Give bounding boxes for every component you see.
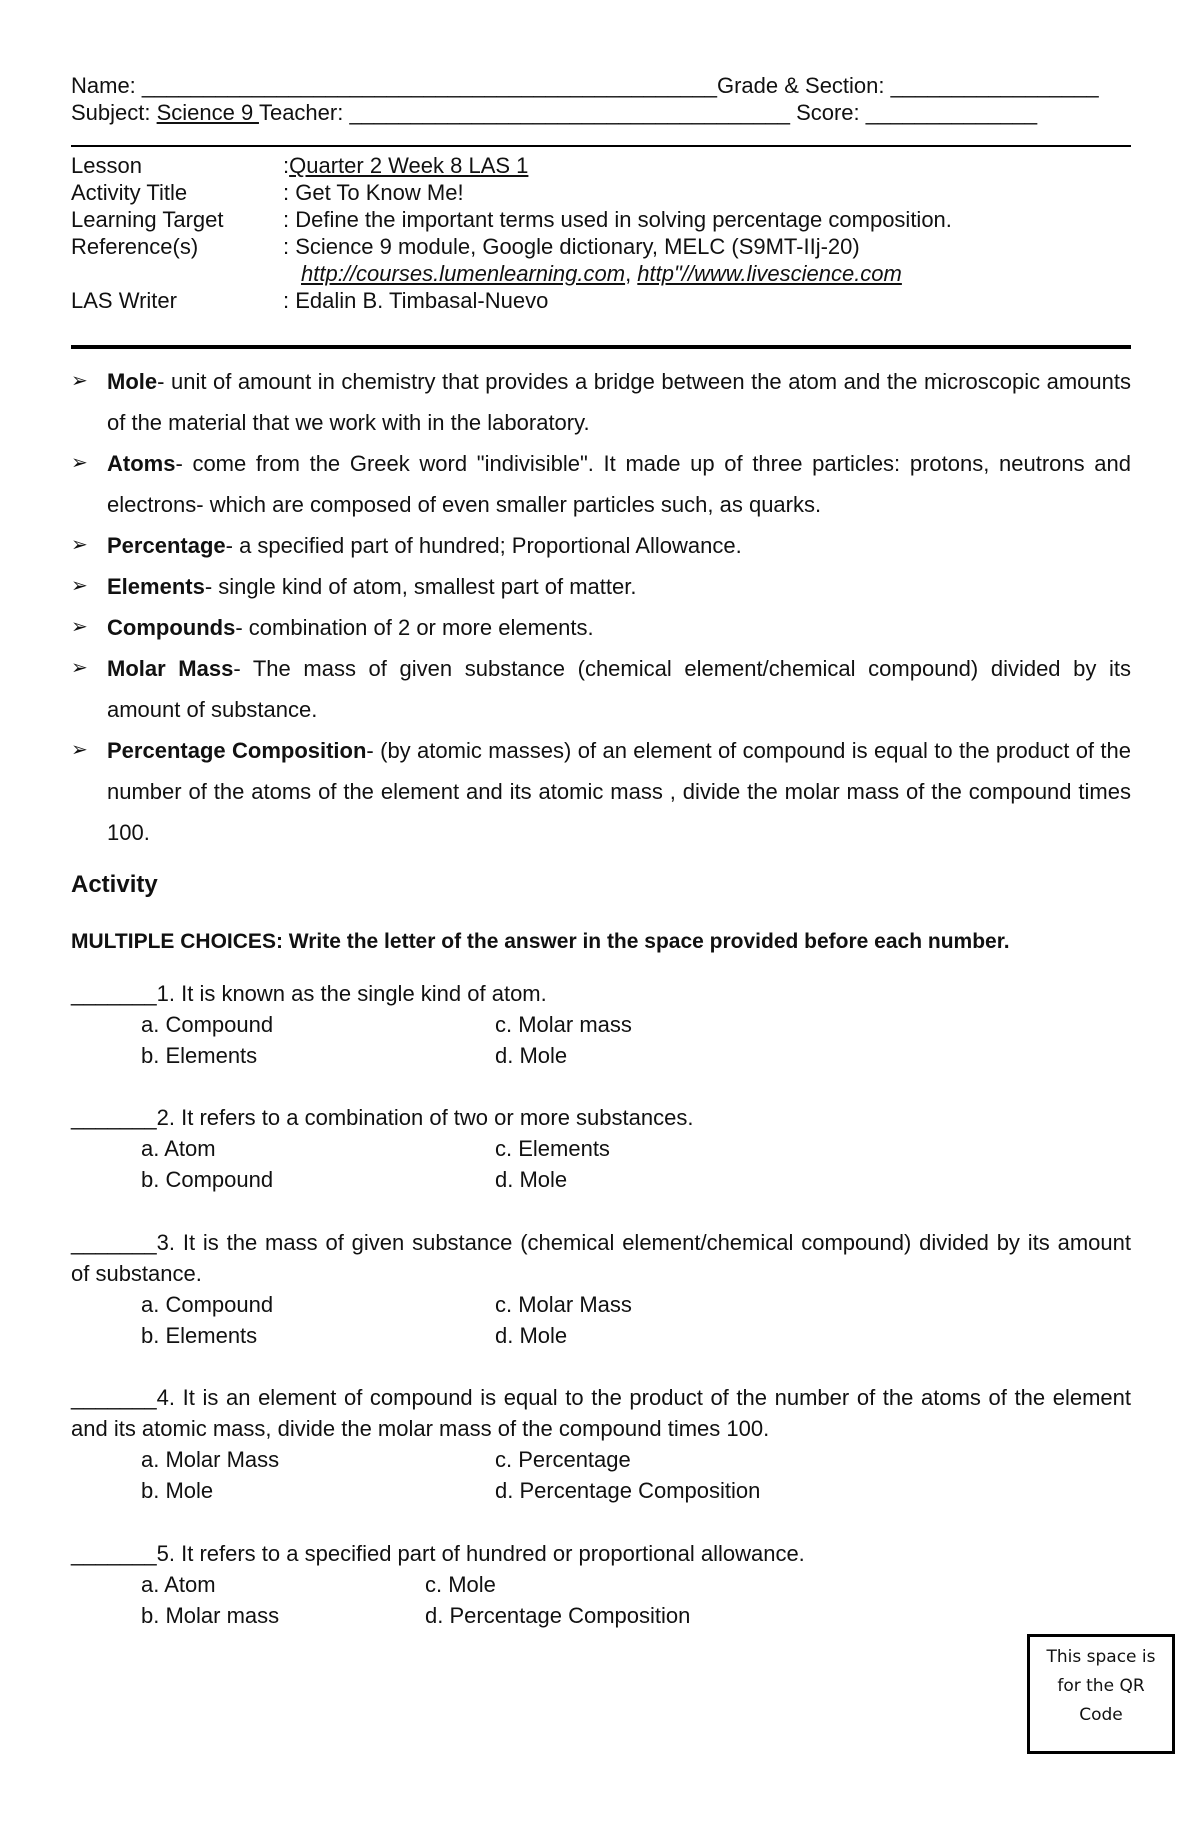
option-d: d. Percentage Composition: [495, 1478, 761, 1503]
reference-value: : Science 9 module, Google dictionary, MELC (S9MT-IIj-20): [283, 234, 860, 259]
reference-link-livescience[interactable]: http"//www.livescience.com: [637, 261, 902, 286]
arrow-bullet-icon: ➢: [71, 370, 88, 392]
option-c: c. Molar Mass: [495, 1292, 632, 1317]
question-2: [71, 1102, 1131, 1195]
grade-section-label: Grade & Section:: [716, 73, 891, 98]
arrow-bullet-icon: ➢: [71, 739, 88, 761]
definition-item: [71, 607, 1131, 648]
definition-text: - single kind of atom, smallest part of matter.: [204, 574, 637, 599]
definition-term: Molar Mass: [107, 656, 234, 681]
reference-label: Reference(s): [71, 234, 199, 259]
question-options: [141, 1133, 1131, 1195]
question-text: _______1. It is known as the single kind of atom.: [71, 981, 547, 1006]
question-text: _______3. It is the mass of given substance (chemical element/chemical compound) divided by its amount of substance.: [71, 1230, 1131, 1286]
question-1: [71, 978, 1131, 1071]
question-options: [141, 1444, 1131, 1506]
reference-row: [71, 233, 952, 260]
definition-text: - (by atomic masses) of an element of compound is equal to the product of the number of the atoms of the element and its atomic mass , divide the molar mass of the compound times 100.: [107, 738, 1131, 845]
option-a: a. Compound: [141, 1012, 274, 1037]
question-text: _______5. It refers to a specified part of hundred or proportional allowance.: [71, 1541, 805, 1566]
option-c: c. Percentage: [495, 1447, 631, 1472]
definition-item: [71, 566, 1131, 607]
question-options: [141, 1009, 1131, 1071]
lesson-row: Lesson : Quarter 2 Week 8 LAS 1: [71, 153, 529, 178]
arrow-bullet-icon: ➢: [71, 616, 88, 638]
definition-term: Percentage: [107, 533, 226, 558]
definition-item: [71, 443, 1131, 525]
arrow-bullet-icon: ➢: [71, 534, 88, 556]
definition-text: - The mass of given substance (chemical element/chemical compound) divided by its amount of substance.: [107, 656, 1132, 722]
definition-term: Elements: [107, 574, 205, 599]
lesson-value: Quarter 2 Week 8 LAS 1: [289, 153, 529, 178]
name-label: Name:: [71, 73, 142, 98]
las-writer-row: [71, 287, 952, 314]
score-label: Score:: [796, 100, 866, 125]
option-d: d. Mole: [495, 1043, 568, 1068]
question-text: _______4. It is an element of compound is equal to the product of the number of the atoms of the element and its atomic mass, divide the molar mass of the compound times 100.: [71, 1385, 1131, 1441]
learning-target-row: [71, 206, 952, 233]
option-b: b. Molar mass: [141, 1603, 280, 1628]
option-b: b. Mole: [141, 1478, 214, 1503]
definition-item: [71, 648, 1131, 730]
definition-term: Compounds: [107, 615, 236, 640]
option-c: c. Molar mass: [495, 1012, 632, 1037]
option-b: b. Elements: [141, 1323, 258, 1348]
name-blank: _______________________________________________: [141, 73, 717, 98]
definition-term: Atoms: [107, 451, 176, 476]
las-writer-value: : Edalin B. Timbasal-Nuevo: [283, 288, 549, 313]
definition-text: - a specified part of hundred; Proportional Allowance.: [225, 533, 742, 558]
subject-label: Subject:: [71, 100, 157, 125]
score-blank: ______________: [865, 100, 1038, 125]
question-5: [71, 1538, 1131, 1631]
definition-text: - unit of amount in chemistry that provides a bridge between the atom and the microscopic amounts of the material that we work with in the laboratory.: [107, 369, 1131, 435]
option-b: b. Compound: [141, 1167, 274, 1192]
definition-text: - combination of 2 or more elements.: [235, 615, 594, 640]
option-a: a. Atom: [141, 1572, 216, 1597]
activity-instructions: MULTIPLE CHOICES: Write the letter of the answer in the space provided before each number.: [71, 930, 1010, 953]
learning-target-label: Learning Target: [71, 207, 224, 232]
qr-placeholder-line: This space is: [1046, 1647, 1156, 1667]
reference-links-row: http://courses.lumenlearning.com, http"//www.livescience.com: [301, 261, 902, 286]
las-writer-label: LAS Writer: [71, 288, 177, 313]
section-divider: [71, 345, 1131, 349]
definition-text: - come from the Greek word "indivisible". It made up of three particles: protons, neutrons and electrons- which are composed of even smaller particles such, as quarks.: [107, 451, 1131, 517]
question-options: [141, 1289, 1131, 1351]
header-row-2: [71, 99, 1037, 126]
reference-link-lumenlearning[interactable]: http://courses.lumenlearning.com: [301, 261, 626, 286]
definition-item: [71, 730, 1131, 853]
option-d: d. Mole: [495, 1167, 568, 1192]
option-a: a. Compound: [141, 1292, 274, 1317]
option-c: c. Mole: [425, 1572, 496, 1597]
lesson-label: Lesson: [71, 153, 142, 178]
definition-term: Mole: [107, 369, 158, 394]
activity-heading: Activity: [71, 871, 158, 898]
option-c: c. Elements: [495, 1136, 610, 1161]
activity-title-label: Activity Title: [71, 180, 188, 205]
arrow-bullet-icon: ➢: [71, 575, 88, 597]
grade-section-blank: _________________: [890, 73, 1099, 98]
header-row-1: [71, 72, 1099, 99]
definition-item: [71, 361, 1131, 443]
definitions-list: [71, 361, 1131, 853]
arrow-bullet-icon: ➢: [71, 657, 88, 679]
qr-placeholder-line: for the QR: [1057, 1676, 1145, 1696]
question-text: _______2. It refers to a combination of two or more substances.: [71, 1105, 694, 1130]
option-a: a. Molar Mass: [141, 1447, 280, 1472]
arrow-bullet-icon: ➢: [71, 452, 88, 474]
learning-target-value: : Define the important terms used in solving percentage composition.: [283, 207, 952, 232]
option-b: b. Elements: [141, 1043, 258, 1068]
option-a: a. Atom: [141, 1136, 216, 1161]
teacher-label: Teacher:: [258, 100, 350, 125]
subject-value: Science 9: [156, 100, 259, 125]
teacher-blank: ____________________________________: [349, 100, 790, 125]
option-d: d. Mole: [495, 1323, 568, 1348]
activity-title-value: : Get To Know Me!: [283, 180, 464, 205]
question-3: [71, 1227, 1131, 1351]
option-d: d. Percentage Composition: [425, 1603, 691, 1628]
qr-placeholder-line: Code: [1079, 1705, 1123, 1725]
header-divider: [71, 145, 1131, 147]
definition-item: [71, 525, 1131, 566]
activity-title-row: [71, 179, 952, 206]
question-4: [71, 1382, 1131, 1506]
lesson-info: [71, 152, 952, 314]
definition-term: Percentage Composition: [107, 738, 367, 763]
qr-code-placeholder: [1027, 1634, 1175, 1754]
question-options: [141, 1569, 1131, 1631]
